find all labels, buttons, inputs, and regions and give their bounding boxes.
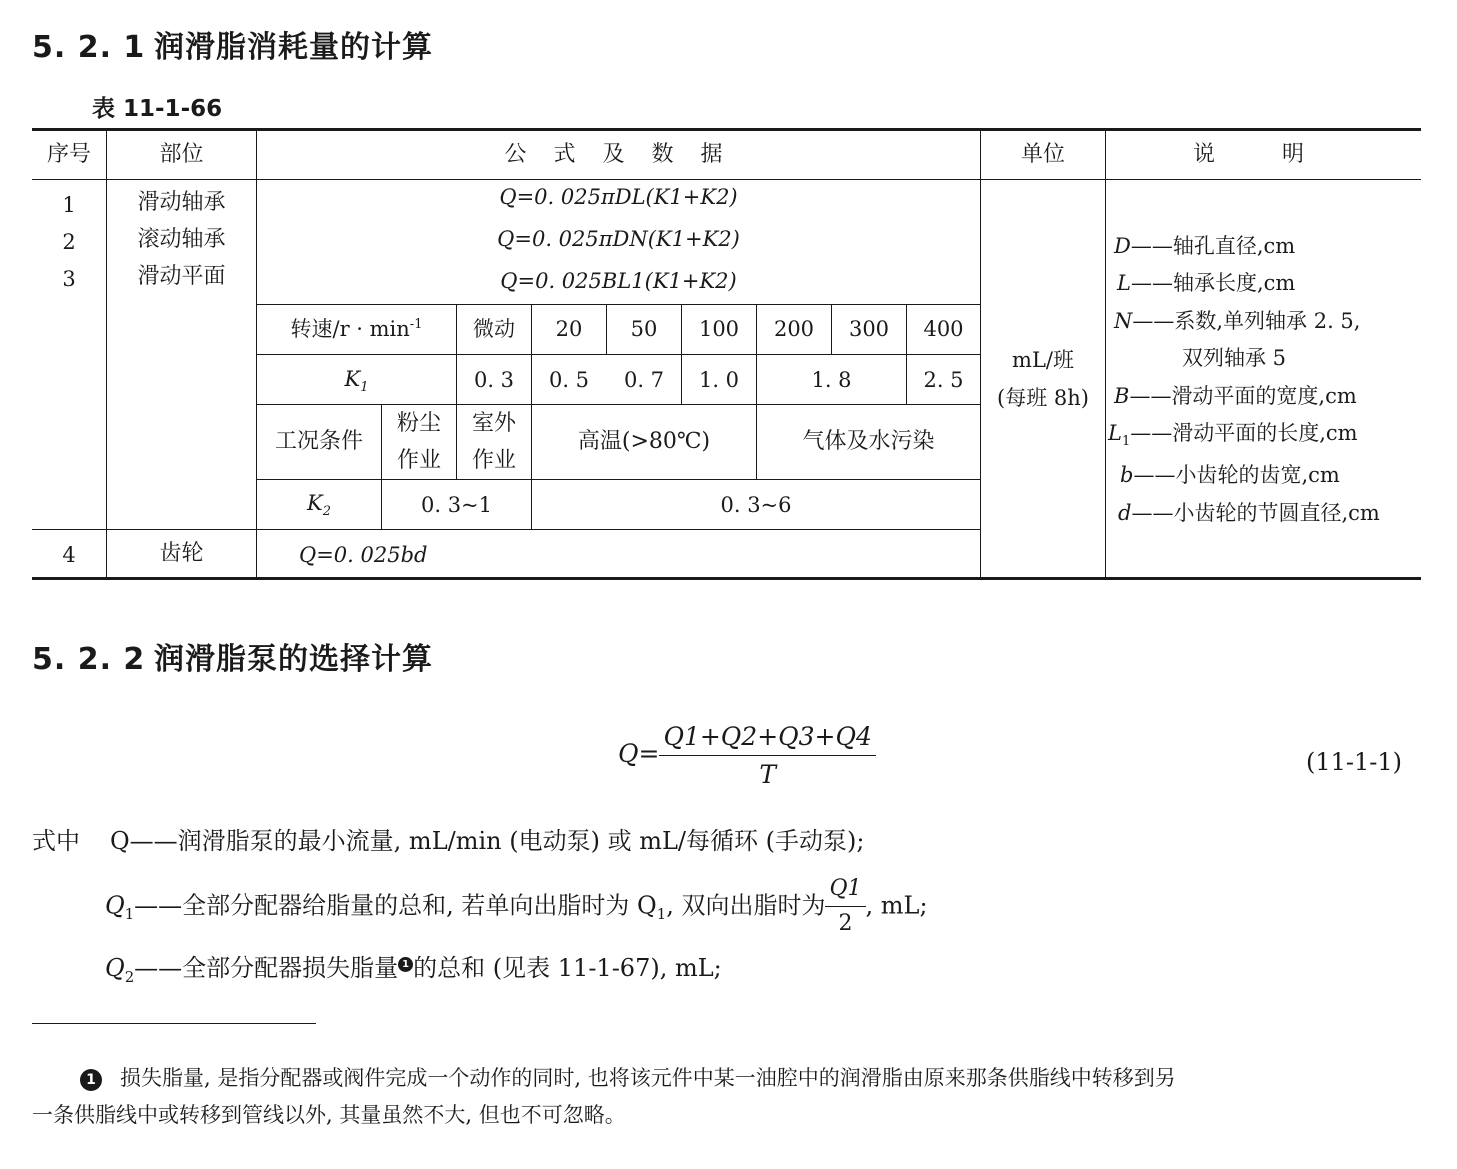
condition-dust: 作业: [396, 448, 441, 473]
table-col-rule: [1105, 130, 1106, 578]
equation-number: (11-1-1): [1306, 748, 1403, 776]
section-title: 润滑脂消耗量的计算: [154, 30, 433, 65]
row-formula: Q=0. 025πDN(K1+K2): [497, 227, 740, 251]
note-line: d——小齿轮的节圆直径,cm: [1118, 501, 1380, 525]
header-part: 部位: [159, 142, 204, 167]
equation-11-1-1: [618, 722, 876, 789]
speed-value: 200: [773, 317, 815, 341]
k1-value: 0. 7: [623, 368, 665, 392]
section-heading-5-2-2: [32, 634, 433, 678]
speed-value: 400: [923, 317, 964, 341]
k2-value: 0. 3~1: [420, 493, 493, 517]
table-header-rule: [32, 179, 1421, 180]
section-title: 润滑脂泵的选择计算: [154, 642, 433, 677]
equation-denominator: T: [759, 760, 777, 789]
definition-q2: $Q_2——$全部分配器损失脂量 1 的总和 (见表 11-1-67), mL;: [105, 954, 722, 986]
speed-value: 20: [555, 317, 583, 341]
k1-value: 0. 3: [473, 368, 515, 392]
footnote-rule: [32, 1023, 316, 1024]
row-formula: Q=0. 025bd: [299, 543, 428, 567]
header-note: 说 明: [1193, 142, 1334, 167]
k1-label: $K_1$: [344, 367, 369, 396]
condition-high-temp: 高温(>80℃): [577, 429, 711, 454]
header-seq: 序号: [46, 142, 91, 167]
header-formula: 公 式 及 数 据: [504, 142, 733, 167]
table-caption: 表 11-1-66: [92, 96, 223, 122]
table-rule: [257, 304, 981, 305]
row-part: 齿轮: [159, 541, 204, 566]
definition-intro: 式中: [32, 827, 80, 855]
table-bottom-rule: [32, 577, 1421, 580]
row-seq: 4: [62, 543, 76, 567]
k1-value: 0. 5: [548, 368, 590, 392]
speed-value: 300: [848, 317, 890, 341]
note-line: $L_1——$滑动平面的长度,cm: [1108, 421, 1358, 450]
k2-value: 0. 3~6: [720, 493, 792, 517]
header-unit: 单位: [1020, 142, 1065, 167]
footnote-marker: 1: [398, 957, 413, 972]
condition-dust: 粉尘: [396, 411, 441, 436]
row-part: 滑动平面: [137, 264, 226, 289]
note-line: b——小齿轮的齿宽,cm: [1120, 463, 1340, 487]
footnote-line-1: 1 损失脂量, 是指分配器或阀件完成一个动作的同时, 也将该元件中某一油腔中的润滑脂由原来那条供脂线中转移到另: [80, 1068, 1176, 1091]
condition-label: 工况条件: [274, 429, 363, 454]
k2-label: $K_2$: [307, 491, 331, 520]
row-part: 滚动轴承: [137, 227, 226, 252]
note-line: N——系数,单列轴承 2. 5,: [1114, 309, 1361, 333]
speed-value: 微动: [473, 317, 515, 341]
k1-value: 1. 0: [698, 368, 740, 392]
note-line: D——轴孔直径,cm: [1114, 234, 1296, 258]
speed-value: 100: [698, 317, 740, 341]
definition-q1: $Q_1——$全部分配器给脂量的总和, 若单向出脂时为 $Q_1$, 双向出脂时为 $\frac{Q1}{2}$ , mL;: [105, 876, 928, 937]
row-seq: 1: [62, 193, 76, 217]
definition-q-text: Q——润滑脂泵的最小流量, mL/min (电动泵) 或 mL/每循环 (手动泵);: [110, 827, 865, 855]
table-rule: [32, 529, 981, 530]
table-top-rule: [32, 128, 1421, 131]
section-number: 5. 2. 2: [32, 642, 146, 677]
note-line: B——滑动平面的宽度,cm: [1114, 384, 1357, 408]
unit-text: mL/班: [1012, 348, 1074, 372]
row-seq: 3: [62, 267, 76, 291]
condition-gas-water: 气体及水污染: [802, 429, 935, 454]
k1-value: 2. 5: [923, 368, 964, 392]
condition-outdoor: 作业: [471, 448, 516, 473]
row-part: 滑动轴承: [137, 190, 226, 215]
table-rule: [257, 479, 981, 480]
equation-numerator: Q1+Q2+Q3+Q4: [659, 722, 875, 756]
row-formula: Q=0. 025BL1(K1+K2): [500, 269, 737, 293]
speed-label: 转速$/r \cdot \min^{-1}$: [290, 317, 423, 341]
row-seq: 2: [62, 230, 76, 254]
section-number: 5. 2. 1: [32, 30, 146, 65]
speed-value: 50: [630, 317, 658, 341]
condition-outdoor: 室外: [471, 411, 516, 436]
row-formula: Q=0. 025πDL(K1+K2): [499, 185, 738, 209]
equation-lhs: Q=: [618, 739, 660, 768]
table-rule: [257, 404, 981, 405]
k1-value: 1. 8: [811, 368, 852, 392]
unit-text: (每班 8h): [997, 386, 1089, 410]
note-line: 双列轴承 5: [1182, 346, 1287, 370]
definition-q: [32, 829, 864, 853]
equation-fraction: [659, 722, 875, 789]
footnote-line-2: 一条供脂线中或转移到管线以外, 其量虽然不大, 但也不可忽略。: [32, 1103, 626, 1127]
table-rule: [257, 354, 981, 355]
footnote-marker: 1: [80, 1069, 102, 1091]
note-line: L——轴承长度,cm: [1117, 271, 1296, 295]
